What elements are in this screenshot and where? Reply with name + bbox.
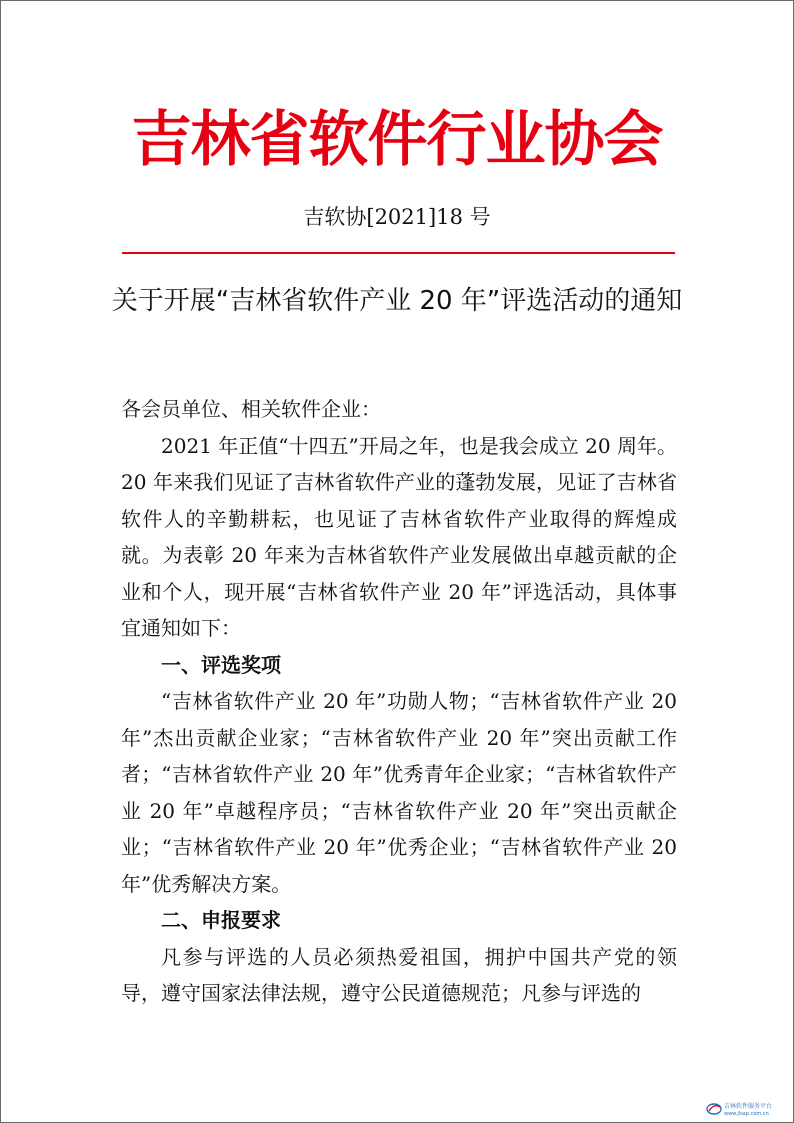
salutation: 各会员单位、相关软件企业： bbox=[121, 397, 381, 421]
document-number: 吉软协[2021]18 号 bbox=[303, 205, 491, 229]
organization-title: 吉林省软件行业协会 bbox=[131, 105, 663, 175]
notice-body bbox=[121, 391, 677, 1012]
requirements-paragraph: 凡参与评选的人员必须热爱祖国，拥护中国共产党的领导，遵守国家法律法规，遵守公民道德规范；凡参与评选的 bbox=[121, 944, 677, 1005]
notice-title: 关于开展“吉林省软件产业 20 年”评选活动的通知 bbox=[111, 286, 683, 316]
section-heading-awards: 一、评选奖项 bbox=[161, 652, 281, 677]
site-watermark-logo bbox=[706, 1099, 786, 1119]
intro-paragraph: 2021 年正值“十四五”开局之年，也是我会成立 20 周年。20 年来我们见证了吉林省软件产业的蓬勃发展，见证了吉林省软件人的辛勤耕耘，也见证了吉林省软件产业取得的辉煌成就。为表彰 20 年来为吉林省软件产业发展做出卓越贡献的企业和个人，现开展“吉林省软件产业 20 年”评选活动，具体事宜通知如下： bbox=[121, 433, 677, 640]
watermark-url: www.jlsap.com.cn bbox=[724, 1111, 769, 1117]
red-divider bbox=[122, 252, 675, 254]
watermark-text: 吉林软件服务平台 bbox=[724, 1103, 773, 1110]
awards-paragraph: “吉林省软件产业 20 年”功勋人物；“吉林省软件产业 20 年”杰出贡献企业家；“吉林省软件产业 20 年”突出贡献工作者；“吉林省软件产业 20 年”优秀青年企业家；“吉林省软件产业 20 年”卓越程序员；“吉林省软件产业 20 年”突出贡献企业；“吉林省软件产业 20 年”优秀企业；“吉林省软件产业 20 年”优秀解决方案。 bbox=[121, 689, 677, 896]
section-heading-requirements: 二、申报要求 bbox=[161, 908, 281, 932]
